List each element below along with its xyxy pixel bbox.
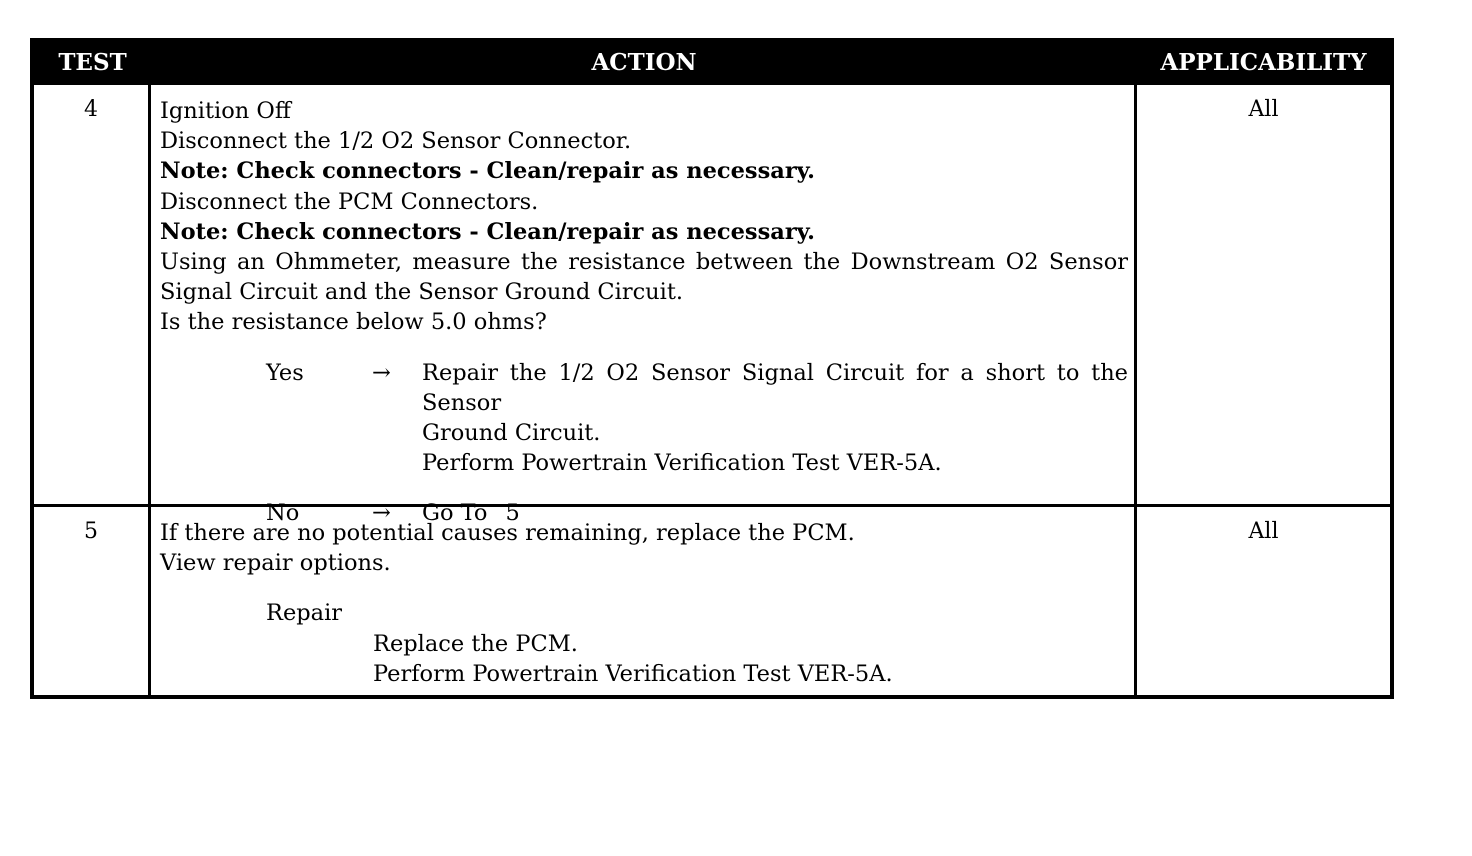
repair-block [160, 598, 1128, 689]
action-line: Using an Ohmmeter, measure the resistance between the Downstream O2 Sensor [160, 249, 1128, 276]
goto-text: Go To [422, 500, 488, 527]
table-header [34, 42, 1390, 82]
table-row-test-5 [34, 504, 1390, 695]
yes-instructions [422, 358, 1128, 479]
repair-steps [160, 629, 1128, 689]
note-line: Note: Check connectors - Clean/repair as necessary. [160, 158, 815, 185]
note-line: Note: Check connectors - Clean/repair as necessary. [160, 218, 815, 245]
diagnostic-test-table [30, 38, 1394, 699]
yes-label: Yes [266, 359, 304, 386]
applicability-value: All [1248, 97, 1279, 122]
action-line: Disconnect the 1/2 O2 Sensor Connector. [160, 128, 632, 155]
repair-line: Replace the PCM. [373, 630, 578, 657]
action-line: If there are no potential causes remaining, replace the PCM. [160, 520, 855, 546]
arrow-right-icon: → [372, 500, 391, 527]
action-line: Ignition Off [160, 98, 291, 124]
yes-line: Perform Powertrain Verification Test VER-5A. [422, 450, 942, 477]
header-action: ACTION [591, 48, 697, 76]
action-cell [151, 507, 1137, 695]
yes-line: Repair the 1/2 O2 Sensor Signal Circuit for a short to the Sensor [422, 359, 1128, 416]
test-number: 5 [34, 507, 151, 695]
header-applicability: APPLICABILITY [1160, 48, 1367, 76]
repair-options-link[interactable]: View repair options. [160, 550, 391, 577]
action-line: Signal Circuit and the Sensor Ground Circuit. [160, 279, 684, 306]
repair-label: Repair [266, 600, 343, 627]
yes-line: Ground Circuit. [422, 420, 601, 447]
no-label: No [266, 500, 300, 527]
goto-target-link[interactable]: 5 [505, 500, 520, 527]
question-line: Is the resistance below 5.0 ohms? [160, 309, 547, 336]
header-test: TEST [58, 48, 127, 76]
action-cell [151, 85, 1137, 527]
arrow-right-icon: → [372, 359, 391, 386]
yes-branch [160, 358, 1128, 479]
table-row-test-4 [34, 82, 1390, 527]
applicability-value: All [1248, 519, 1279, 544]
repair-line: Perform Powertrain Verification Test VER-5A. [373, 660, 893, 687]
test-number: 4 [34, 85, 151, 504]
action-line: Disconnect the PCM Connectors. [160, 188, 539, 215]
